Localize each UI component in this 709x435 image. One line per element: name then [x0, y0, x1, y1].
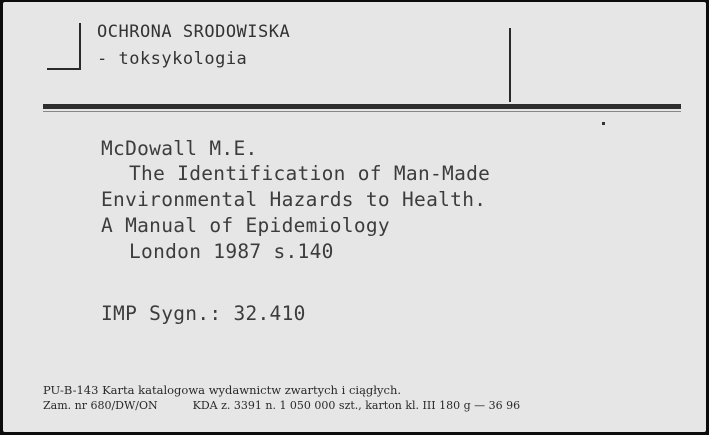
title-line-3: A Manual of Epidemiology: [101, 214, 390, 237]
call-number: IMP Sygn.: 32.410: [101, 302, 306, 325]
author: McDowall M.E.: [101, 137, 258, 160]
separator-rule-thin: [43, 111, 681, 112]
footer-order-line: Zam. nr 680/DW/ON KDA z. 3391 n. 1 050 000 szt., karton kl. III 180 g — 36 96: [43, 399, 521, 412]
title-line-2: Environmental Hazards to Health.: [101, 188, 487, 211]
separator-rule: [43, 104, 681, 109]
catalog-card: [3, 2, 706, 432]
ink-mark: [602, 122, 605, 125]
subject-heading: OCHRONA SRODOWISKA: [97, 22, 291, 42]
bracket-vertical-line: [79, 23, 81, 69]
right-vertical-line: [509, 28, 511, 102]
footer-form-line: PU-B-143 Karta katalogowa wydawnictw zwartych i ciągłych.: [43, 383, 402, 397]
subject-subheading: - toksykologia: [97, 49, 248, 69]
imprint: London 1987 s.140: [129, 240, 334, 263]
title-line-1: The Identification of Man-Made: [129, 162, 491, 185]
bracket-horizontal-line: [47, 68, 81, 70]
